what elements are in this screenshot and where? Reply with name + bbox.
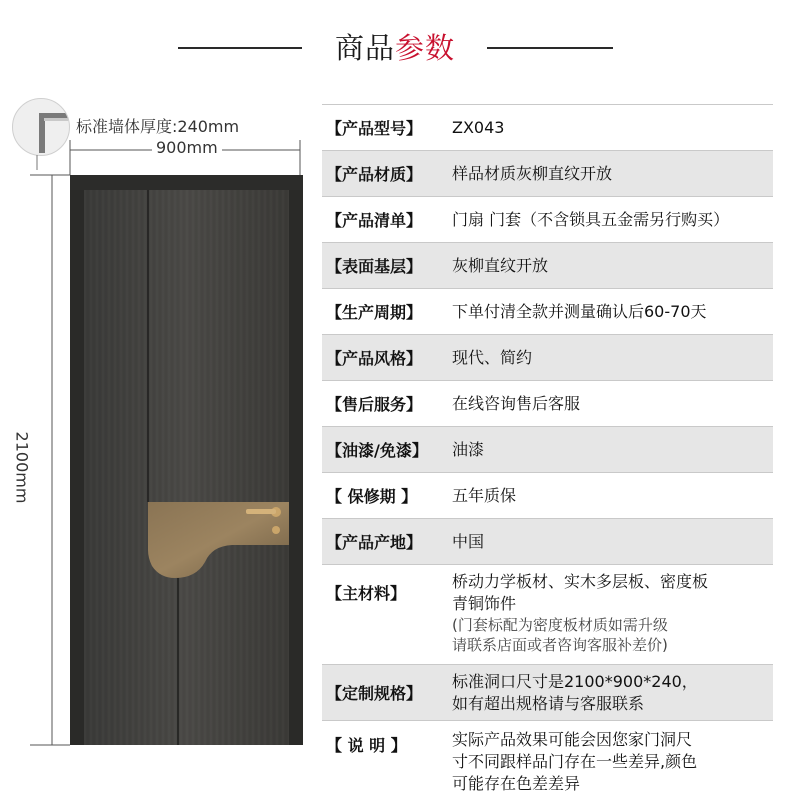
param-value: ZX043 xyxy=(452,117,505,137)
param-row xyxy=(322,665,773,721)
param-row xyxy=(322,381,773,427)
param-value xyxy=(452,571,773,655)
param-value: 下单付清全款并测量确认后60-70天 xyxy=(452,301,707,321)
param-key: 【产品清单】 xyxy=(326,211,423,230)
param-row xyxy=(322,151,773,197)
param-key: 【售后服务】 xyxy=(326,395,423,414)
param-value: 灰柳直纹开放 xyxy=(452,255,549,275)
door-width-label: 900mm xyxy=(152,138,222,157)
wall-thickness-label: 标准墙体厚度:240mm xyxy=(76,117,240,136)
param-value xyxy=(452,729,773,795)
param-row xyxy=(322,197,773,243)
param-row xyxy=(322,427,773,473)
param-key: 【产品型号】 xyxy=(326,119,423,138)
param-row xyxy=(322,721,773,801)
param-key: 【产品产地】 xyxy=(326,533,423,552)
page-title xyxy=(0,28,790,68)
param-key: 【 说 明 】 xyxy=(326,736,407,755)
param-key: 【主材料】 xyxy=(326,584,407,603)
param-row xyxy=(322,473,773,519)
page-title-part2: 参数 xyxy=(395,31,456,65)
param-value-line: 可能存在色差差异 xyxy=(452,774,581,793)
param-value-line: 实际产品效果可能会因您家门洞尺 xyxy=(452,730,693,749)
param-row xyxy=(322,289,773,335)
param-value: 样品材质灰柳直纹开放 xyxy=(452,163,613,183)
param-value: 在线咨询售后客服 xyxy=(452,393,581,413)
param-row xyxy=(322,243,773,289)
param-note-line: 请联系店面或者咨询客服补差价) xyxy=(452,636,668,654)
param-value: 中国 xyxy=(452,531,485,551)
param-value: 现代、简约 xyxy=(452,347,533,367)
param-value: 门扇 门套（不含锁具五金需另行购买） xyxy=(452,209,730,229)
param-row xyxy=(322,104,773,151)
param-key: 【定制规格】 xyxy=(326,684,423,703)
param-key: 【产品材质】 xyxy=(326,165,423,184)
param-key: 【 保修期 】 xyxy=(326,487,418,506)
param-value: 油漆 xyxy=(452,439,485,459)
wall-thickness-thumbnail xyxy=(12,98,70,156)
param-value-line: 桥动力学板材、实木多层板、密度板 xyxy=(452,572,709,591)
param-value-line: 青铜饰件 xyxy=(452,594,517,613)
door-height-label: 2100mm xyxy=(12,431,32,504)
param-value xyxy=(452,671,773,715)
param-value-line: 寸不同跟样品门存在一些差异,颜色 xyxy=(452,752,698,771)
param-row xyxy=(322,335,773,381)
param-key: 【产品风格】 xyxy=(326,349,423,368)
param-key: 【表面基层】 xyxy=(326,257,423,276)
param-value-line: 标准洞口尺寸是2100*900*240， xyxy=(452,671,698,691)
page-title-part1: 商品 xyxy=(334,31,395,65)
param-note-line: (门套标配为密度板材质如需升级 xyxy=(452,616,668,634)
param-row xyxy=(322,519,773,565)
param-value: 五年质保 xyxy=(452,485,517,505)
param-row xyxy=(322,565,773,665)
param-key: 【油漆/免漆】 xyxy=(326,441,428,460)
param-value-line: 如有超出规格请与客服联系 xyxy=(452,693,645,713)
parameter-table xyxy=(322,104,773,801)
param-key: 【生产周期】 xyxy=(326,303,423,322)
